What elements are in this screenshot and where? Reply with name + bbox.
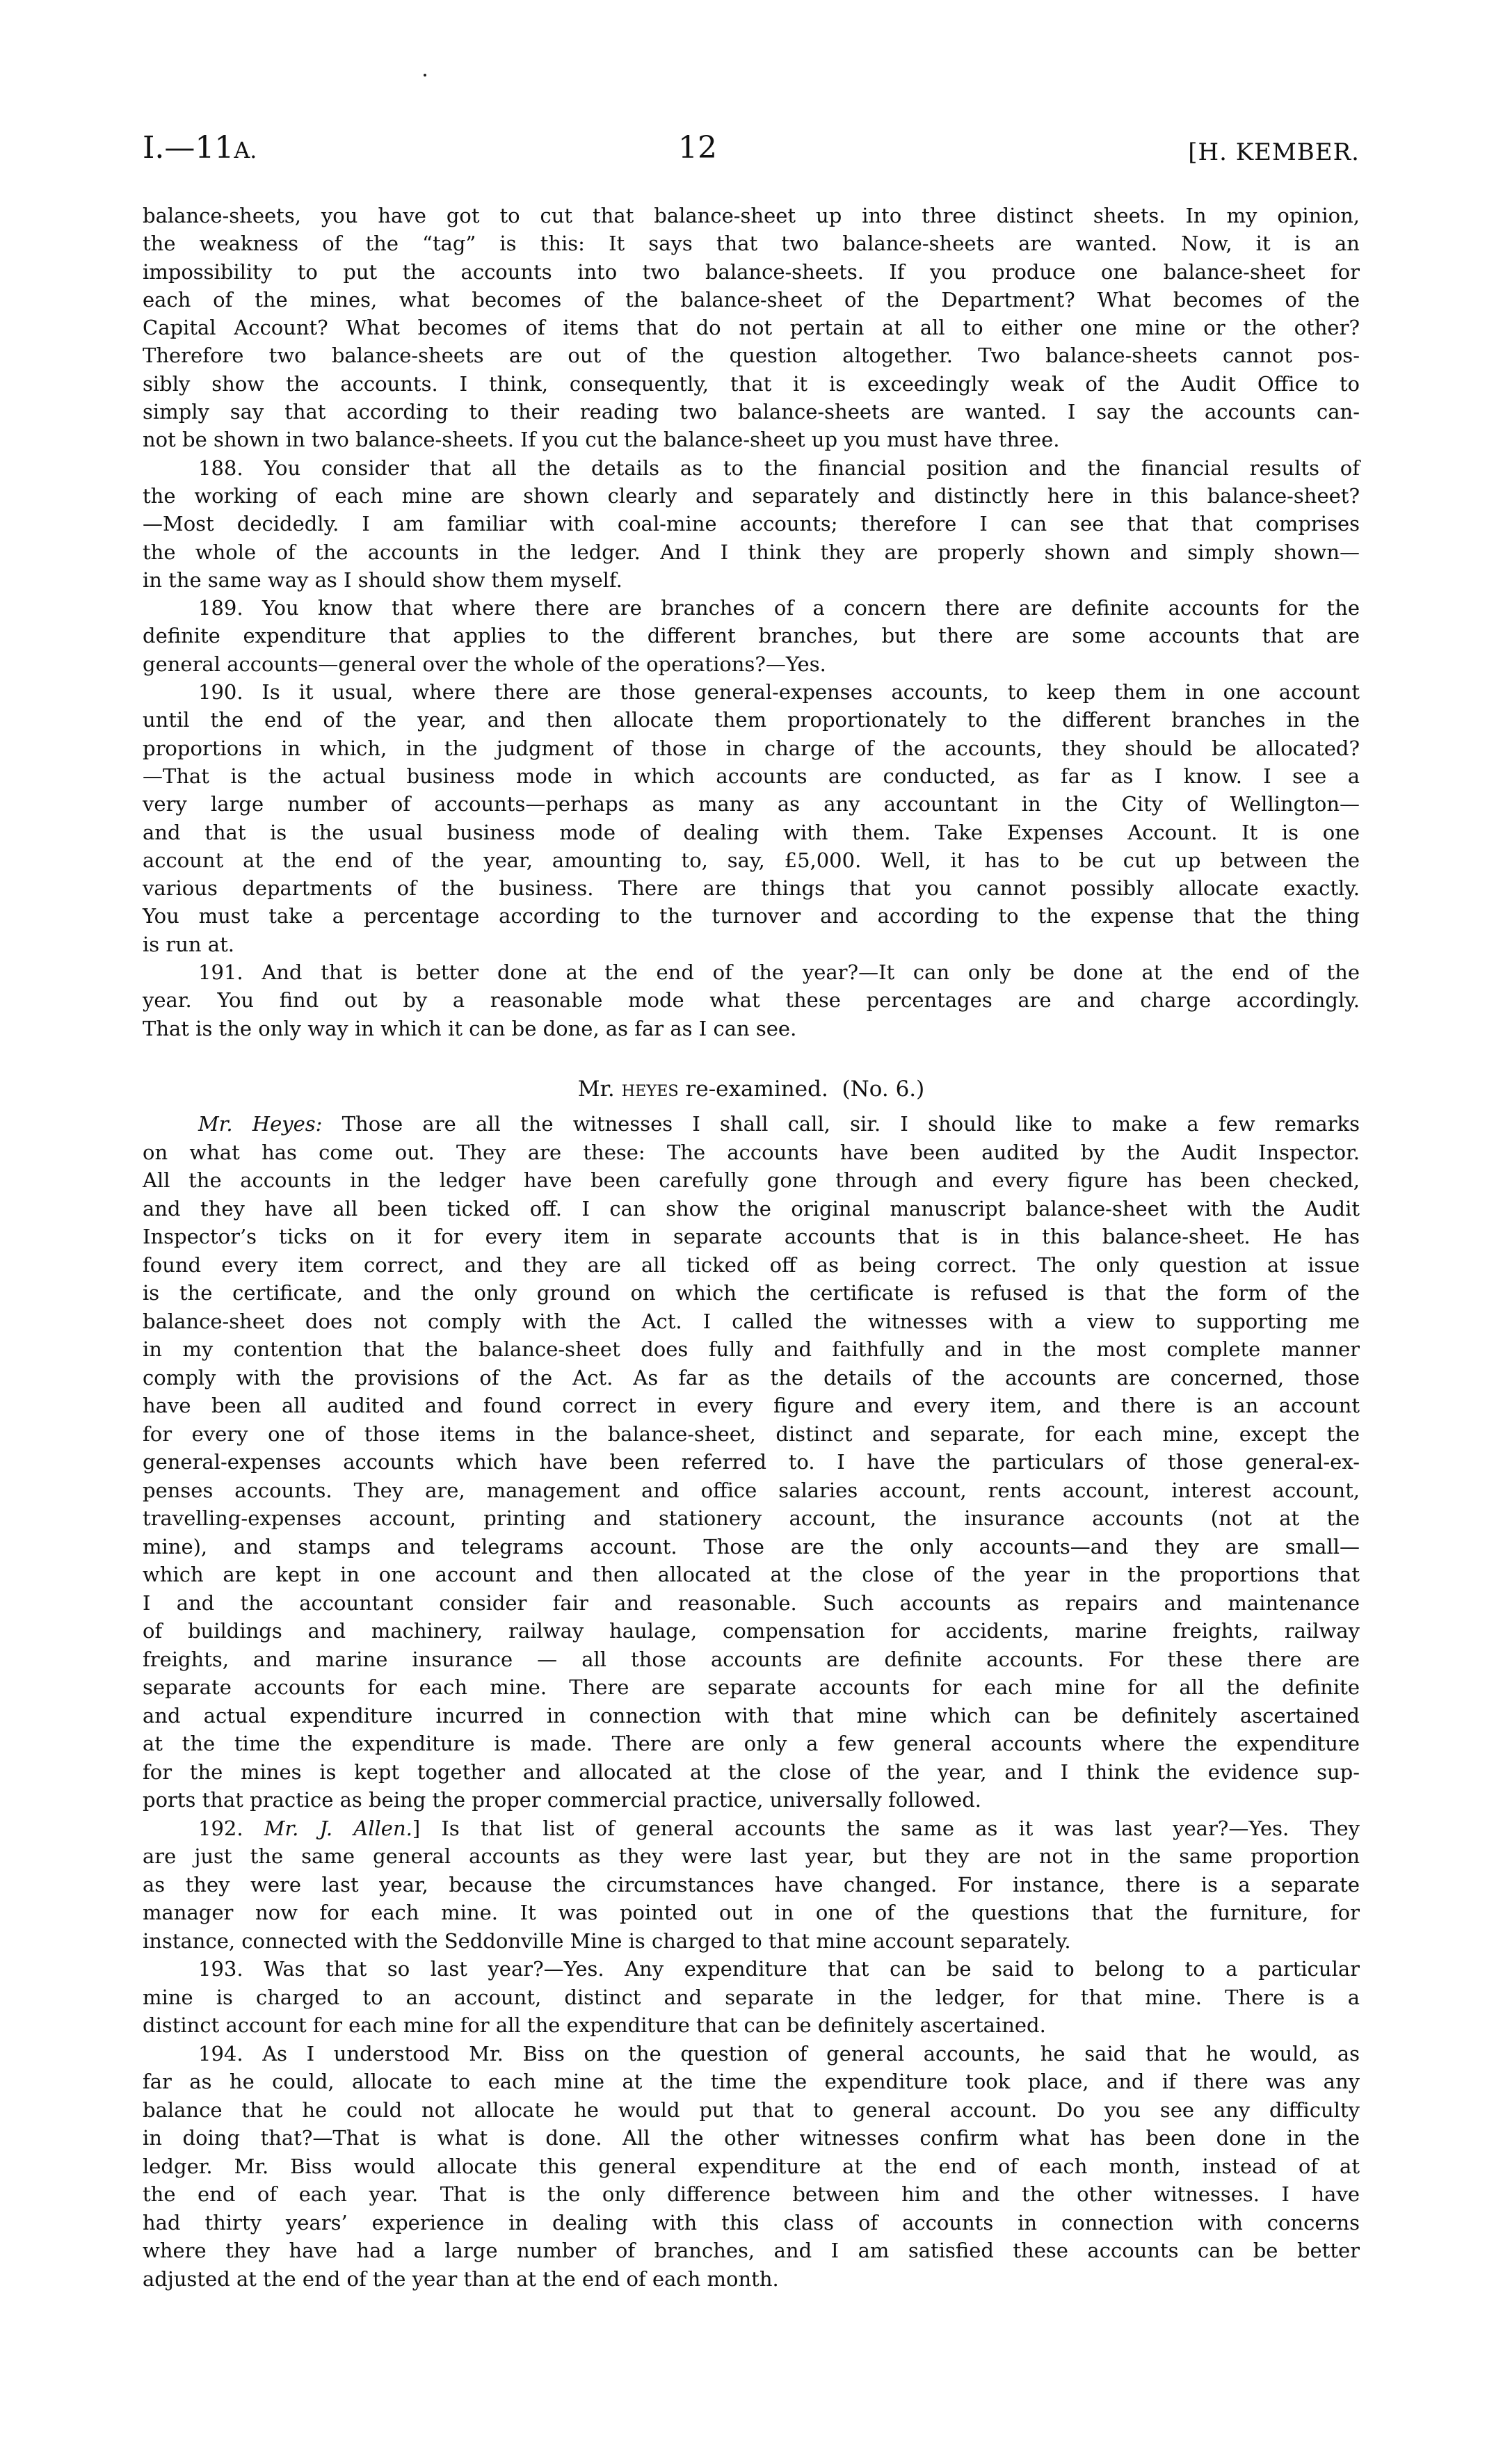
text-line: That is the only way in which it can be done, as far as I can see. [143, 1016, 797, 1040]
text-line: ports that practice as being the proper commercial practice, universally followed. [143, 1788, 981, 1812]
text-line [143, 1110, 1360, 1138]
text-line: each of the mines, what becomes of the balance-sheet of the Department? What becomes of the [143, 287, 1360, 312]
text-line: travelling-expenses account, printing and stationery account, the insurance accounts (not at the [143, 1506, 1360, 1530]
document-reference [143, 131, 257, 168]
text-line: ledger. Mr. Biss would allocate this general expenditure at the end of each month, instead of at [143, 2154, 1360, 2178]
speaker-name: Mr. Heyes: [198, 1112, 323, 1136]
paragraph [143, 958, 1360, 1042]
document-reference-suffix: A. [234, 138, 257, 163]
text-line: manager now for each mine. It was pointed out in one of the questions that the furniture, for [143, 1901, 1360, 1924]
text-line: and that is the usual business mode of dealing with them. Take Expenses Account. It is one [143, 820, 1360, 844]
text-line: until the end of the year, and then allocate them proportionately to the different branches in the [143, 708, 1360, 732]
speaker-name: Mr. J. Allen. [264, 1816, 412, 1840]
text-line: mine), and stamps and telegrams account. Those are the only accounts—and they are small— [143, 1534, 1360, 1559]
testimony-part-2 [143, 1110, 1360, 2293]
text-line: account at the end of the year, amounting to, say, £5,000. Well, it has to be cut up between the [143, 848, 1360, 872]
paragraph [143, 2040, 1360, 2294]
text-line: on what has come out. They are these: The accounts have been audited by the Audit Inspector. [143, 1140, 1360, 1164]
text-line: which are kept in one account and then allocated at the close of the year in the proportions that [143, 1563, 1360, 1586]
text-line: in my contention that the balance-sheet does fully and faithfully and in the most complete manner [143, 1337, 1360, 1361]
text-line: the weakness of the “tag” is this: It says that two balance-sheets are wanted. Now, it is an [143, 232, 1360, 256]
text-line: 188. You consider that all the details as to the financial position and the financial results of [198, 456, 1360, 480]
paragraph [143, 594, 1360, 678]
heading-name: HEYES [621, 1082, 679, 1100]
text-line: distinct account for each mine for all the expenditure that can be definitely ascertained. [143, 2013, 1046, 2037]
text-line: are just the same general accounts as they were last year, but they are not in the same proportion [143, 1844, 1360, 1868]
testimony-part-1 [143, 202, 1360, 1042]
text-line [143, 1814, 1360, 1843]
text-line: far as he could, allocate to each mine at the time the expenditure took place, and if there was any [143, 2070, 1360, 2093]
text-line: had thirty years’ experience in dealing with this class of accounts in connection with concerns [143, 2210, 1360, 2234]
text-line: I and the accountant consider fair and reasonable. Such accounts as repairs and maintenance [143, 1591, 1360, 1615]
print-speck [424, 74, 426, 77]
text-line: as they were last year, because the circumstances have changed. For instance, there is a separate [143, 1872, 1360, 1897]
text-line: and they have all been ticked off. I can show the original manuscript balance-sheet with the Audit [143, 1196, 1360, 1221]
text-line: very large number of accounts—perhaps as many as any accountant in the City of Wellington— [143, 792, 1360, 816]
text-line: proportions in which, in the judgment of those in charge of the accounts, they should be allocated? [143, 736, 1360, 760]
text-line: definite expenditure that applies to the different branches, but there are some accounts that are [143, 624, 1360, 648]
witness-name-header: [H. KEMBER. [1188, 138, 1360, 166]
text-line: and actual expenditure incurred in connection with that mine which can be definitely ascertained [143, 1703, 1360, 1728]
text-line: —Most decidedly. I am familiar with coal-mine accounts; therefore I can see that that comprises [143, 512, 1360, 536]
text-line: All the accounts in the ledger have been carefully gone through and every figure has been checked, [143, 1168, 1360, 1192]
page-number: 12 [678, 130, 717, 166]
text-line: at the time the expenditure is made. There are only a few general accounts where the expenditure [143, 1732, 1360, 1755]
text-line: penses accounts. They are, management and office salaries account, rents account, interest account, [143, 1478, 1360, 1502]
text-line: You must take a percentage according to the turnover and according to the expense that the thing [143, 904, 1360, 928]
text-line: balance that he could not allocate he would put that to general account. Do you see any difficulty [143, 2097, 1360, 2122]
text-line: comply with the provisions of the Act. As far as the details of the accounts are concerned, those [143, 1365, 1360, 1390]
paragraph [143, 202, 1360, 454]
text-line: general-expenses accounts which have been referred to. I have the particulars of those general-ex- [143, 1450, 1360, 1474]
text-line: various departments of the business. There are things that you cannot possibly allocate exactly. [143, 876, 1360, 901]
text-line: have been all audited and found correct in every figure and every item, and there is an account [143, 1394, 1360, 1417]
text-line: simply say that according to their reading two balance-sheets are wanted. I say the accounts can- [143, 400, 1360, 424]
text-line: instance, connected with the Seddonville Mine is charged to that mine account separately. [143, 1928, 1071, 1953]
text-line: in the same way as I should show them myself. [143, 567, 622, 592]
text-line: is the certificate, and the only ground on which the certificate is refused is that the form of the [143, 1281, 1360, 1305]
paragraph [143, 678, 1360, 958]
text-line: is run at. [143, 932, 234, 956]
text-line: sibly show the accounts. I think, consequently, that it is exceedingly weak of the Audit Office to [143, 371, 1360, 396]
text-line: the end of each year. That is the only difference between him and the other witnesses. I have [143, 2182, 1360, 2206]
text-line: Therefore two balance-sheets are out of the question altogether. Two balance-sheets cannot pos- [143, 344, 1360, 368]
text-line: for every one of those items in the balance-sheet, distinct and separate, for each mine, except the [143, 1422, 1360, 1446]
text-line: separate accounts for each mine. There are separate accounts for each mine for all the definite [143, 1675, 1360, 1699]
paragraph [143, 1110, 1360, 1814]
text-line: 193. Was that so last year?—Yes. Any expenditure that can be said to belong to a particular [198, 1957, 1360, 1981]
text-line: found every item correct, and they are all ticked off as being correct. The only question at issue [143, 1253, 1360, 1277]
document-reference-main: I.—11 [143, 130, 234, 166]
text-line: the working of each mine are shown clearly and separately and distinctly here in this balance-sheet? [143, 483, 1360, 508]
text-line: 189. You know that where there are branches of a concern there are definite accounts for the [198, 596, 1360, 620]
text-line: adjusted at the end of the year than at the end of each month. [143, 2266, 779, 2291]
text-line: mine is charged to an account, distinct and separate in the ledger, for that mine. There is a [143, 1985, 1360, 2009]
text-line: balance-sheets, you have got to cut that balance-sheet up into three distinct sheets. In my opinion, [143, 204, 1360, 227]
paragraph [143, 1814, 1360, 1956]
text-line: 191. And that is better done at the end of the year?—It can only be done at the end of the [198, 960, 1360, 985]
text-line: the whole of the accounts in the ledger. And I think they are properly shown and simply shown— [143, 540, 1360, 564]
text-line: impossibility to put the accounts into two balance-sheets. If you produce one balance-sheet for [143, 259, 1360, 284]
line-text: ] Is that list of general accounts the same as it was last year?—Yes. They [412, 1816, 1360, 1840]
question-number: 192. [198, 1816, 264, 1840]
text-line: 194. As I understood Mr. Biss on the question of general accounts, he said that he would, as [198, 2041, 1360, 2066]
text-line: Capital Account? What becomes of items that do not pertain at all to either one mine or the other? [143, 316, 1360, 340]
text-line: in doing that?—That is what is done. All the other witnesses confirm what has been done in the [143, 2126, 1360, 2150]
text-line: not be shown in two balance-sheets. If you cut the balance-sheet up you must have three. [143, 428, 1060, 452]
paragraph [143, 1955, 1360, 2040]
text-line: 190. Is it usual, where there are those general-expenses accounts, to keep them in one account [198, 680, 1360, 704]
text-line: year. You find out by a reasonable mode what these percentages are and charge accordingly. [143, 988, 1360, 1013]
paragraph [143, 454, 1360, 594]
text-line: for the mines is kept together and allocated at the close of the year, and I think the evidence sup- [143, 1760, 1360, 1784]
section-heading [143, 1073, 1360, 1107]
text-line: of buildings and machinery, railway haulage, compensation for accidents, marine freights, railway [143, 1619, 1360, 1643]
text-line: where they have had a large number of branches, and I am satisfied these accounts can be better [143, 2239, 1360, 2262]
text-line: general accounts—general over the whole of the operations?—Yes. [143, 652, 826, 676]
text-line: Inspector’s ticks on it for every item in separate accounts that is in this balance-sheet. He has [143, 1225, 1360, 1248]
heading-suffix: re-examined. (No. 6.) [678, 1077, 925, 1102]
text-line: —That is the actual business mode in which accounts are conducted, as far as I know. I see a [143, 764, 1360, 788]
text-line: freights, and marine insurance — all those accounts are definite accounts. For these there are [143, 1647, 1360, 1671]
line-text: Those are all the witnesses I shall call, sir. I should like to make a few remarks [322, 1112, 1360, 1136]
text-line: balance-sheet does not comply with the Act. I called the witnesses with a view to supporting me [143, 1309, 1360, 1333]
heading-prefix: Mr. [577, 1077, 622, 1102]
